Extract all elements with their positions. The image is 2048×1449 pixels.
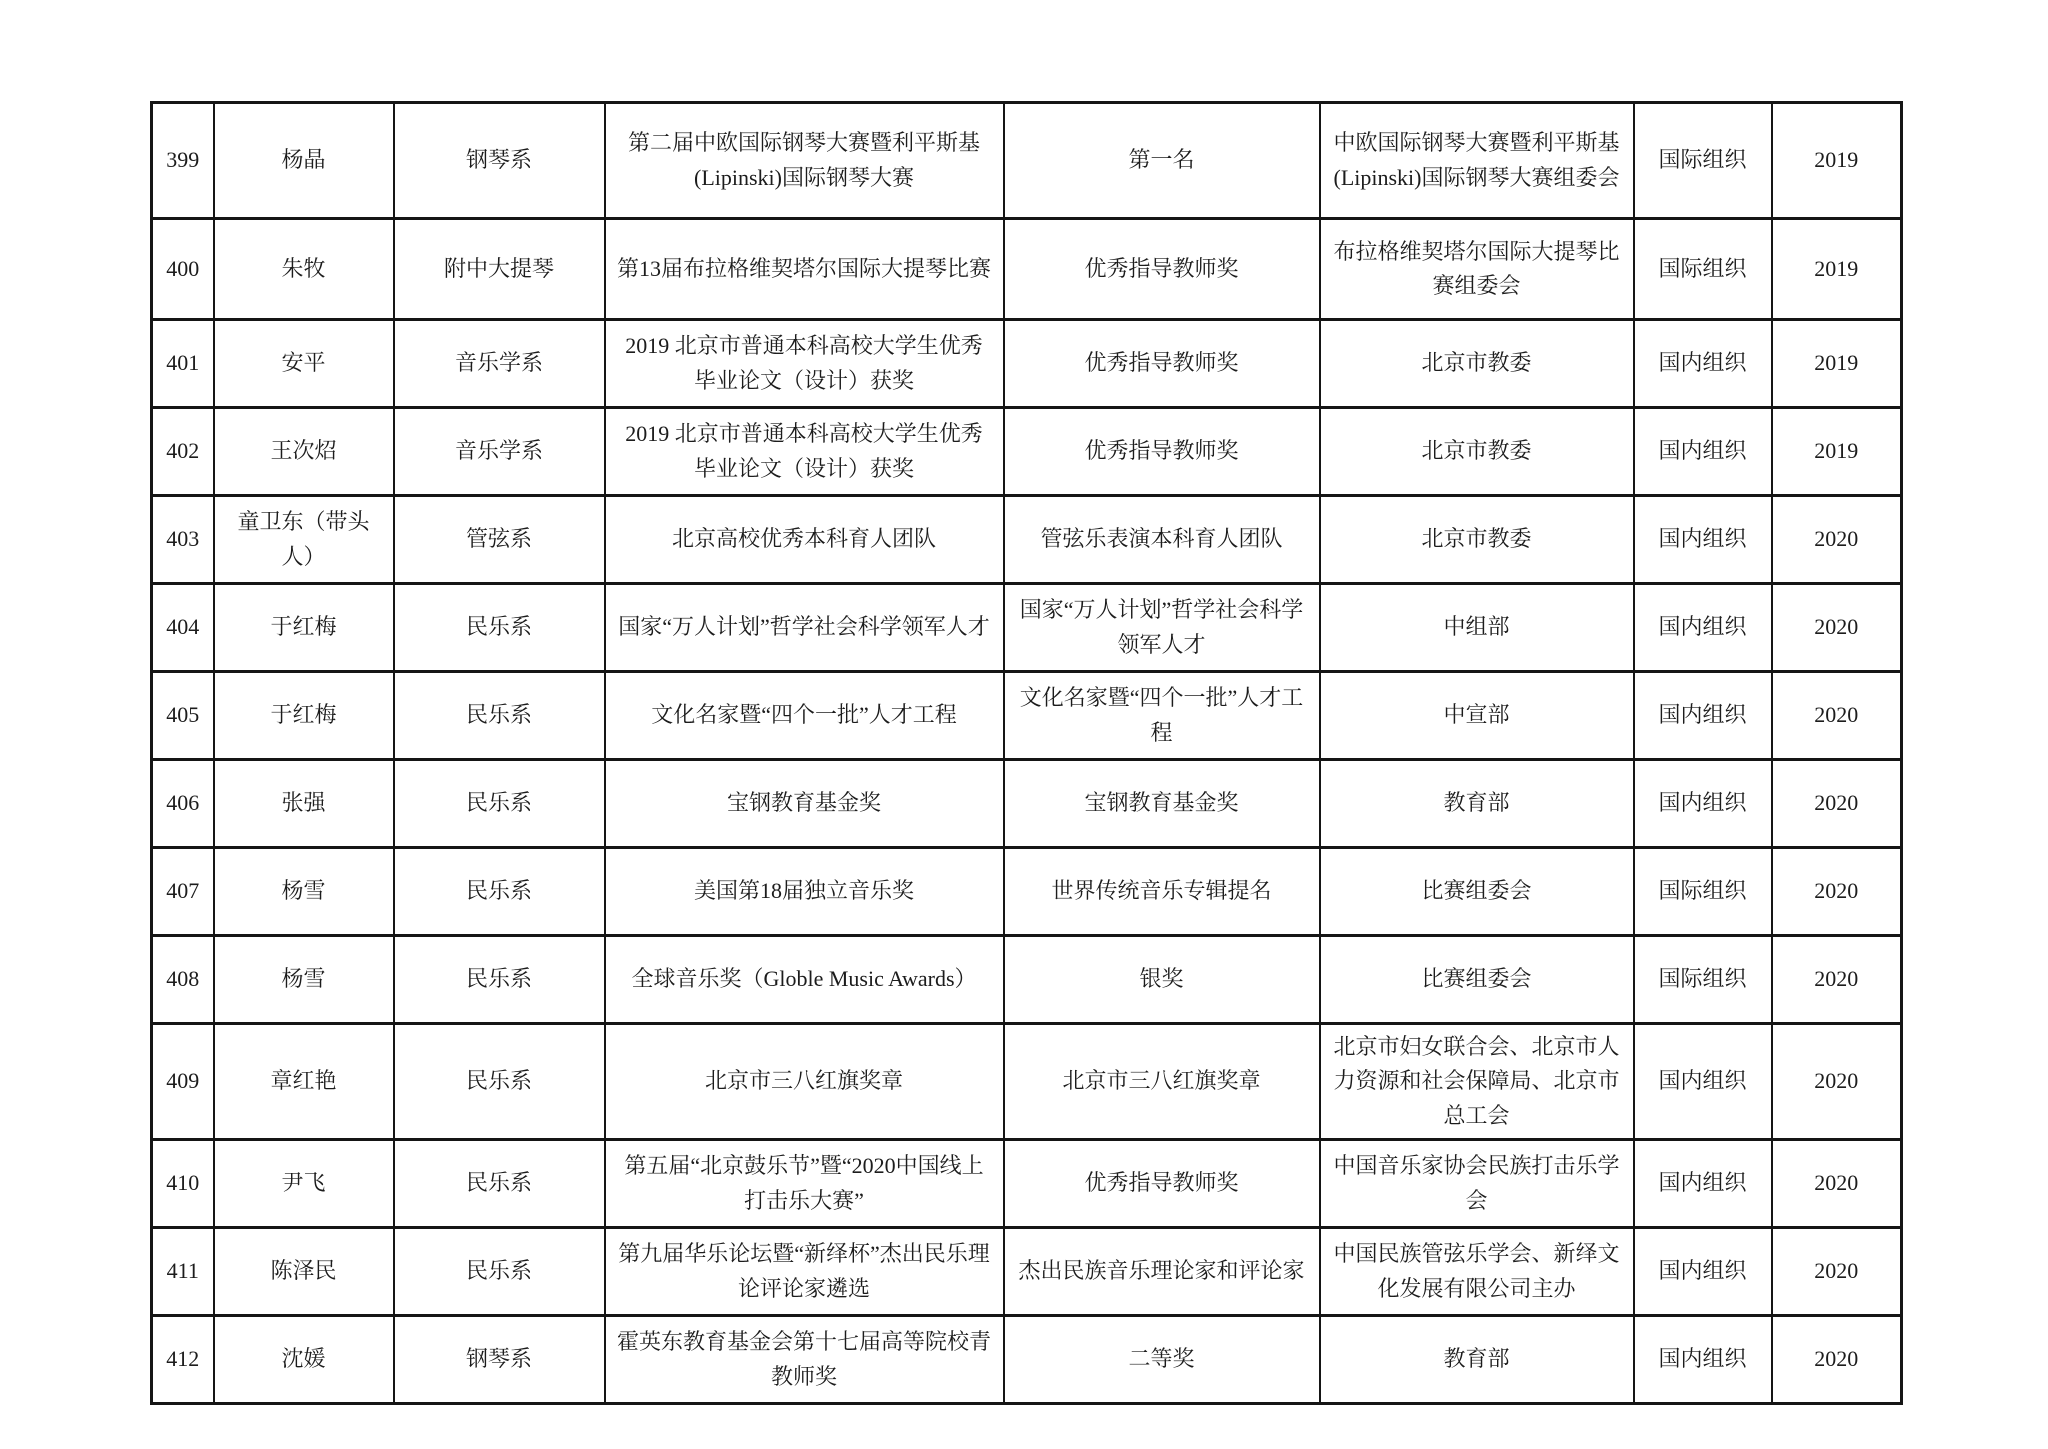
cell-organization: 教育部 bbox=[1320, 1316, 1634, 1404]
cell-award-name: 全球音乐奖（Globle Music Awards） bbox=[605, 936, 1004, 1024]
cell-index: 407 bbox=[152, 848, 214, 936]
table-row bbox=[152, 672, 1902, 760]
cell-year: 2020 bbox=[1772, 848, 1902, 936]
cell-index: 411 bbox=[152, 1228, 214, 1316]
cell-organization: 中宣部 bbox=[1320, 672, 1634, 760]
cell-name: 杨雪 bbox=[214, 848, 394, 936]
table-row bbox=[152, 1140, 1902, 1228]
cell-department: 民乐系 bbox=[394, 1024, 605, 1140]
cell-year: 2020 bbox=[1772, 584, 1902, 672]
cell-org-type: 国内组织 bbox=[1634, 760, 1772, 848]
cell-year: 2019 bbox=[1772, 408, 1902, 496]
table-row bbox=[152, 103, 1902, 219]
cell-organization: 北京市教委 bbox=[1320, 496, 1634, 584]
cell-org-type: 国内组织 bbox=[1634, 584, 1772, 672]
cell-organization: 北京市教委 bbox=[1320, 408, 1634, 496]
cell-year: 2019 bbox=[1772, 103, 1902, 219]
cell-index: 409 bbox=[152, 1024, 214, 1140]
cell-department: 附中大提琴 bbox=[394, 219, 605, 320]
cell-award-name: 2019 北京市普通本科高校大学生优秀毕业论文（设计）获奖 bbox=[605, 320, 1004, 408]
cell-award-name: 美国第18届独立音乐奖 bbox=[605, 848, 1004, 936]
cell-award-name: 霍英东教育基金会第十七届高等院校青 教师奖 bbox=[605, 1316, 1004, 1404]
cell-award-received: 第一名 bbox=[1004, 103, 1320, 219]
cell-award-name: 宝钢教育基金奖 bbox=[605, 760, 1004, 848]
cell-name: 杨雪 bbox=[214, 936, 394, 1024]
cell-year: 2020 bbox=[1772, 936, 1902, 1024]
table-row bbox=[152, 1316, 1902, 1404]
cell-name: 于红梅 bbox=[214, 584, 394, 672]
cell-organization: 中组部 bbox=[1320, 584, 1634, 672]
cell-name: 章红艳 bbox=[214, 1024, 394, 1140]
cell-index: 406 bbox=[152, 760, 214, 848]
table-row bbox=[152, 936, 1902, 1024]
cell-index: 404 bbox=[152, 584, 214, 672]
cell-name: 杨晶 bbox=[214, 103, 394, 219]
awards-table bbox=[150, 101, 1903, 1405]
cell-award-received: 宝钢教育基金奖 bbox=[1004, 760, 1320, 848]
cell-department: 音乐学系 bbox=[394, 320, 605, 408]
cell-org-type: 国内组织 bbox=[1634, 408, 1772, 496]
cell-name: 朱牧 bbox=[214, 219, 394, 320]
cell-year: 2020 bbox=[1772, 496, 1902, 584]
cell-index: 403 bbox=[152, 496, 214, 584]
cell-name: 于红梅 bbox=[214, 672, 394, 760]
cell-organization: 北京市妇女联合会、北京市人力资源和社会保障局、北京市总工会 bbox=[1320, 1024, 1634, 1140]
cell-organization: 教育部 bbox=[1320, 760, 1634, 848]
cell-index: 402 bbox=[152, 408, 214, 496]
cell-org-type: 国内组织 bbox=[1634, 1228, 1772, 1316]
cell-organization: 中国民族管弦乐学会、新绎文化发展有限公司主办 bbox=[1320, 1228, 1634, 1316]
cell-index: 405 bbox=[152, 672, 214, 760]
cell-department: 民乐系 bbox=[394, 760, 605, 848]
cell-award-received: 国家“万人计划”哲学社会科学领军人才 bbox=[1004, 584, 1320, 672]
cell-department: 民乐系 bbox=[394, 672, 605, 760]
cell-department: 音乐学系 bbox=[394, 408, 605, 496]
cell-award-name: 2019 北京市普通本科高校大学生优秀毕业论文（设计）获奖 bbox=[605, 408, 1004, 496]
cell-year: 2020 bbox=[1772, 760, 1902, 848]
table-row bbox=[152, 320, 1902, 408]
cell-award-name: 第13届布拉格维契塔尔国际大提琴比赛 bbox=[605, 219, 1004, 320]
cell-award-received: 文化名家暨“四个一批”人才工程 bbox=[1004, 672, 1320, 760]
cell-index: 412 bbox=[152, 1316, 214, 1404]
cell-organization: 北京市教委 bbox=[1320, 320, 1634, 408]
cell-organization: 中欧国际钢琴大赛暨利平斯基(Lipinski)国际钢琴大赛组委会 bbox=[1320, 103, 1634, 219]
cell-award-name: 第二届中欧国际钢琴大赛暨利平斯基(Lipinski)国际钢琴大赛 bbox=[605, 103, 1004, 219]
cell-index: 408 bbox=[152, 936, 214, 1024]
table-row bbox=[152, 848, 1902, 936]
cell-award-received: 管弦乐表演本科育人团队 bbox=[1004, 496, 1320, 584]
cell-award-received: 优秀指导教师奖 bbox=[1004, 1140, 1320, 1228]
cell-name: 张强 bbox=[214, 760, 394, 848]
cell-name: 安平 bbox=[214, 320, 394, 408]
cell-org-type: 国内组织 bbox=[1634, 1024, 1772, 1140]
cell-name: 尹飞 bbox=[214, 1140, 394, 1228]
cell-index: 410 bbox=[152, 1140, 214, 1228]
cell-award-received: 北京市三八红旗奖章 bbox=[1004, 1024, 1320, 1140]
cell-org-type: 国际组织 bbox=[1634, 848, 1772, 936]
cell-organization: 中国音乐家协会民族打击乐学会 bbox=[1320, 1140, 1634, 1228]
cell-year: 2019 bbox=[1772, 219, 1902, 320]
cell-department: 民乐系 bbox=[394, 584, 605, 672]
cell-org-type: 国际组织 bbox=[1634, 936, 1772, 1024]
cell-award-name: 第五届“北京鼓乐节”暨“2020中国线上打击乐大赛” bbox=[605, 1140, 1004, 1228]
cell-award-received: 二等奖 bbox=[1004, 1316, 1320, 1404]
table-row bbox=[152, 496, 1902, 584]
cell-org-type: 国内组织 bbox=[1634, 320, 1772, 408]
cell-award-received: 优秀指导教师奖 bbox=[1004, 219, 1320, 320]
table-row bbox=[152, 760, 1902, 848]
cell-org-type: 国际组织 bbox=[1634, 103, 1772, 219]
table-row bbox=[152, 219, 1902, 320]
cell-year: 2019 bbox=[1772, 320, 1902, 408]
cell-organization: 比赛组委会 bbox=[1320, 936, 1634, 1024]
cell-index: 401 bbox=[152, 320, 214, 408]
cell-award-name: 北京市三八红旗奖章 bbox=[605, 1024, 1004, 1140]
cell-department: 管弦系 bbox=[394, 496, 605, 584]
cell-organization: 布拉格维契塔尔国际大提琴比赛组委会 bbox=[1320, 219, 1634, 320]
cell-index: 399 bbox=[152, 103, 214, 219]
table-row bbox=[152, 1228, 1902, 1316]
cell-department: 民乐系 bbox=[394, 848, 605, 936]
cell-award-received: 优秀指导教师奖 bbox=[1004, 408, 1320, 496]
cell-org-type: 国内组织 bbox=[1634, 496, 1772, 584]
cell-index: 400 bbox=[152, 219, 214, 320]
cell-name: 沈媛 bbox=[214, 1316, 394, 1404]
cell-organization: 比赛组委会 bbox=[1320, 848, 1634, 936]
cell-department: 民乐系 bbox=[394, 1140, 605, 1228]
cell-name: 王次炤 bbox=[214, 408, 394, 496]
cell-year: 2020 bbox=[1772, 1024, 1902, 1140]
cell-year: 2020 bbox=[1772, 1228, 1902, 1316]
cell-award-received: 银奖 bbox=[1004, 936, 1320, 1024]
cell-org-type: 国际组织 bbox=[1634, 219, 1772, 320]
table-row bbox=[152, 1024, 1902, 1140]
cell-award-received: 优秀指导教师奖 bbox=[1004, 320, 1320, 408]
cell-name: 陈泽民 bbox=[214, 1228, 394, 1316]
cell-department: 钢琴系 bbox=[394, 103, 605, 219]
table-row bbox=[152, 584, 1902, 672]
cell-year: 2020 bbox=[1772, 672, 1902, 760]
cell-award-name: 国家“万人计划”哲学社会科学领军人才 bbox=[605, 584, 1004, 672]
cell-award-received: 杰出民族音乐理论家和评论家 bbox=[1004, 1228, 1320, 1316]
table-row bbox=[152, 408, 1902, 496]
cell-org-type: 国内组织 bbox=[1634, 1140, 1772, 1228]
cell-year: 2020 bbox=[1772, 1140, 1902, 1228]
cell-name: 童卫东（带头人） bbox=[214, 496, 394, 584]
cell-award-name: 北京高校优秀本科育人团队 bbox=[605, 496, 1004, 584]
cell-department: 民乐系 bbox=[394, 1228, 605, 1316]
cell-year: 2020 bbox=[1772, 1316, 1902, 1404]
cell-department: 民乐系 bbox=[394, 936, 605, 1024]
cell-award-received: 世界传统音乐专辑提名 bbox=[1004, 848, 1320, 936]
cell-award-name: 第九届华乐论坛暨“新绎杯”杰出民乐理论评论家遴选 bbox=[605, 1228, 1004, 1316]
cell-org-type: 国内组织 bbox=[1634, 1316, 1772, 1404]
cell-org-type: 国内组织 bbox=[1634, 672, 1772, 760]
cell-award-name: 文化名家暨“四个一批”人才工程 bbox=[605, 672, 1004, 760]
cell-department: 钢琴系 bbox=[394, 1316, 605, 1404]
